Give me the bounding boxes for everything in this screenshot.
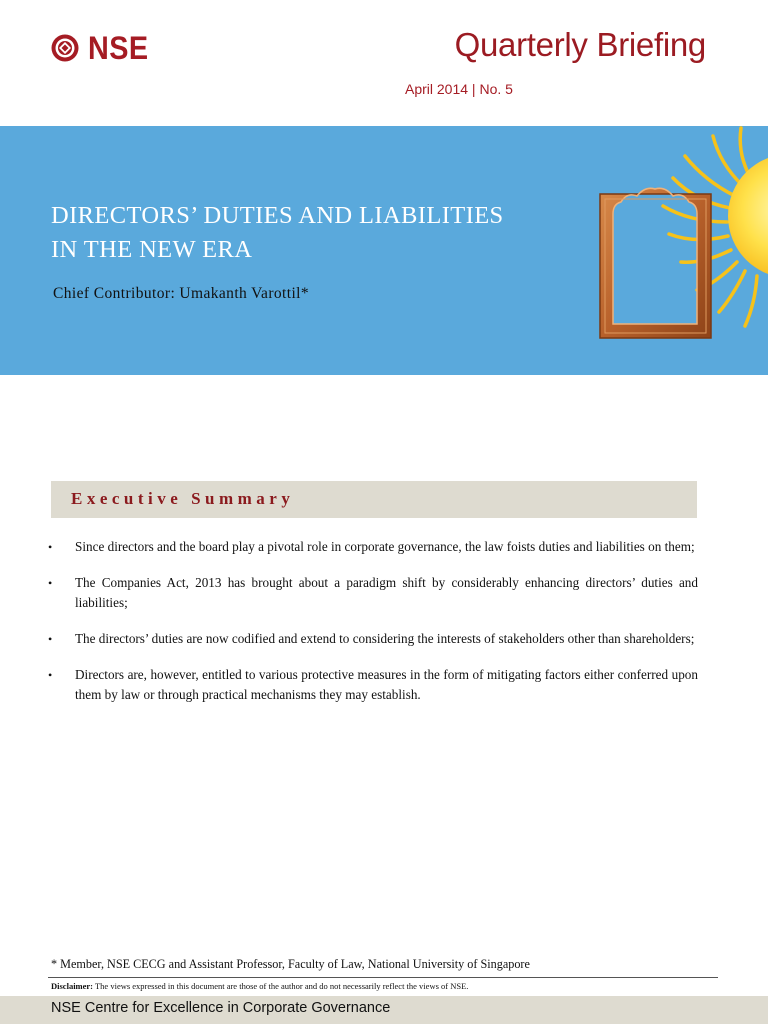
list-item — [48, 537, 698, 557]
executive-summary-title: Executive Summary — [71, 489, 295, 508]
author-footnote: * Member, NSE CECG and Assistant Professor, Faculty of Law, National University of Singapore — [51, 957, 530, 971]
centre-name: NSE Centre for Excellence in Corporate Governance — [51, 1000, 391, 1016]
sun-illustration — [663, 128, 768, 326]
nse-logo-icon — [50, 33, 80, 63]
footer-divider — [48, 977, 718, 978]
list-item — [48, 629, 698, 649]
footer-band — [0, 996, 768, 1024]
bullet-icon: • — [48, 576, 53, 590]
publication-title: Quarterly Briefing — [454, 26, 706, 63]
list-item-text: The Companies Act, 2013 has brought about a paradigm shift by considerably enhancing directors’ duties and liabilities; — [75, 575, 698, 610]
document-headline — [51, 199, 504, 267]
disclaimer-text: The views expressed in this document are those of the author and do not necessarily reflect the views of NSE. — [93, 981, 469, 991]
list-item — [48, 665, 698, 705]
title-banner — [0, 126, 768, 375]
disclaimer-label: Disclaimer: — [51, 981, 94, 991]
list-item-text: The directors’ duties are now codified and extend to considering the interests of stakeholders other than shareholders; — [75, 631, 695, 646]
bullet-icon: • — [48, 668, 53, 682]
summary-list — [48, 537, 698, 721]
headline-line-2: IN THE NEW ERA — [51, 236, 253, 263]
banner-illustration — [585, 126, 768, 375]
list-item — [48, 573, 698, 613]
issue-info: April 2014 | No. 5 — [405, 81, 513, 97]
list-item-text: Directors are, however, entitled to various protective measures in the form of mitigating factors either conferred upon them by law or through practical mechanisms they may establish. — [75, 667, 698, 702]
logo-text: NSE — [88, 29, 149, 66]
executive-summary-header — [51, 481, 697, 518]
chief-contributor: Chief Contributor: Umakanth Varottil* — [53, 285, 310, 302]
headline-line-1: DIRECTORS’ DUTIES AND LIABILITIES — [51, 202, 504, 229]
list-item-text: Since directors and the board play a pivotal role in corporate governance, the law foists duties and liabilities on them; — [75, 539, 695, 554]
bullet-icon: • — [48, 540, 53, 554]
disclaimer — [51, 981, 468, 991]
bullet-icon: • — [48, 632, 53, 646]
nse-logo — [50, 28, 155, 68]
